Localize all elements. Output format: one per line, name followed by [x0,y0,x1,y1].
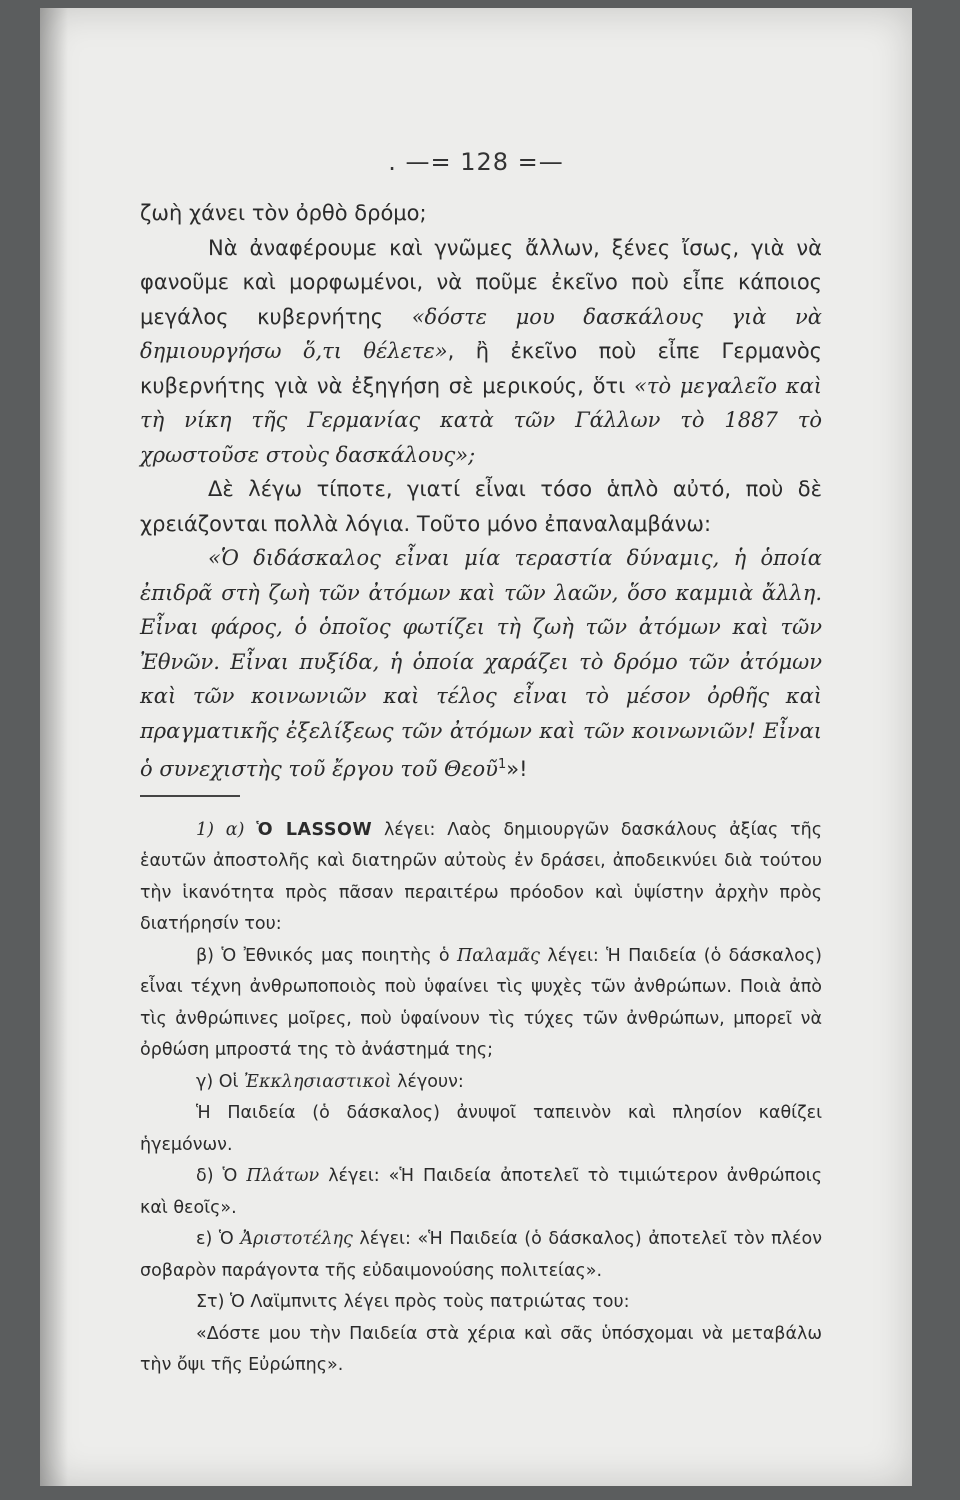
footnote-b-lead: β) Ὁ Ἐθνικός μας ποιητὴς ὁ [196,945,450,966]
footnote-a-text: λέγει: Λαὸς δημιουργῶν δασκάλους ἀξίας τῆς ἑαυτῶν ἀποστολῆς καὶ διατηρῶν αὐτοὺς ἐν δράσει, ἀποδεικνύει διὰ τούτου τὴν ἱκανότητα πρὸς πᾶσαν περαιτέρω πρόοδον καὶ ὑψίστην ἀρχὴν πρὸς διατήρησίν του: [140,819,822,934]
footnote-c [140,1067,822,1099]
footnote-e-text: λέγει: «Ἡ Παιδεία (ὁ δάσκαλος) ἀποτελεῖ τὸν πλέον σοβαρὸν παράγοντα τῆς εὐδαιμονούσης πολιτείας». [140,1229,822,1281]
footnote-b [140,941,822,1067]
footnote-d-text: λέγει: «Ἡ Παιδεία ἀποτελεῖ τὸ τιμιώτερον ἀνθρώποις καὶ θεοῖς». [140,1166,822,1218]
quote-teachers: «δόστε μου δασκάλους γιὰ νὰ δημιουργήσω ὅ,τι θέλετε» [140,304,822,363]
footnote-ref: 1 [497,757,507,772]
footnote-a-mark: 1) α) [196,819,245,840]
footnote-a [140,815,822,941]
scanned-page [40,8,912,1486]
quote-close: »! [506,757,528,781]
paragraph-3: Δὲ λέγω τίποτε, γιατί εἶναι τόσο ἁπλὸ αὐτό, ποὺ δὲ χρειάζονται πολλὰ λόγια. Τοῦτο μόνο ἐπαναλαμβάνω: [140,477,822,536]
footnote-c-quote: Ἡ Παιδεία (ὁ δάσκαλος) ἀνυψοῖ ταπεινὸν καὶ πλησίον καθίζει ἡγεμόνων. [140,1103,822,1155]
footnote-d-lead: δ) Ὁ [196,1166,238,1186]
paragraph-4 [140,541,822,787]
footnote-f: Στ) Ὁ Λαϊμπνιτς λέγει πρὸς τοὺς πατριώτας του: [196,1292,630,1312]
footnote-d [140,1161,822,1224]
footnote-a-name: Ὁ LASSOW [256,819,373,840]
footnote-e-name: Ἀριστοτέλης [240,1229,353,1249]
footnote-c-name: Ἐκκλησιαστικοὶ [244,1071,392,1092]
footnote-f-quote: «Δόστε μου τὴν Παιδεία στὰ χέρια καὶ σᾶς ὑπόσχομαι νὰ μεταβάλω τὴν ὄψι τῆς Εὐρώπης». [140,1323,822,1375]
page-number: . —= 128 =— [388,148,564,176]
quote-germany: «τὸ μεγαλεῖο καὶ τὴ νίκη τῆς Γερμανίας κατὰ τῶν Γάλλων τὸ 1887 τὸ χρωστοῦσε στοὺς δασκάλους»; [140,373,822,467]
footnote-b-name: Παλαμᾶς [456,945,540,966]
paragraph-2-lead: Νὰ ἀναφέρουμε καὶ γνῶμες ἄλλων, ξένες ἴσως, γιὰ νὰ φανοῦμε καὶ μορφωμένοι, νὰ ποῦμε ἐκεῖνο ποὺ εἶπε κάποιος μεγάλος κυβερνήτης [140,235,822,329]
footnote-e-lead: ε) Ὁ [196,1229,234,1249]
footnote-d-name: Πλάτων [246,1166,320,1186]
footnote-e [140,1224,822,1287]
paragraph-2-mid: , ἢ ἐκεῖνο ποὺ εἶπε Γερμανὸς κυβερνήτης γιὰ νὰ ἐξηγήση σὲ μερικούς, ὅτι [140,339,822,398]
footnote-b-text: λέγει: Ἡ Παιδεία (ὁ δάσκαλος) εἶναι τέχνη ἀνθρωποποιὸς ποὺ ὑφαίνει τὶς ψυχὲς τῶν ἀνθρώπων. Ποιὰ ἀπὸ τὶς ἀνθρώπινες μοῖρες, ποὺ ὑφαίνουν τὶς τύχες τῶν ἀνθρώπων, μπορεῖ νὰ ὀρθώση μπροστά της τὸ ἀνάστημά της; [140,945,822,1060]
footnote-c-text: λέγουν: [397,1071,464,1092]
paragraph-2 [140,231,822,473]
footnote-rule [140,795,240,797]
scan-shadow [40,8,68,1486]
paragraph-1: ζωὴ χάνει τὸν ὀρθὸ δρόμο; [140,201,427,225]
main-text [140,196,822,1382]
footnote-c-lead: γ) Οἱ [196,1071,239,1092]
quote-teacher-power: «Ὁ διδάσκαλος εἶναι μία τεραστία δύναμις, ἡ ὁποία ἐπιδρᾶ στὴ ζωὴ τῶν ἀτόμων καὶ τῶν λαῶν, ὅσο καμμιὰ ἄλλη. Εἶναι φάρος, ὁ ὁποῖος φωτίζει τὴ ζωὴ τῶν ἀτόμων καὶ τῶν Ἐθνῶν. Εἶναι πυξίδα, ἡ ὁποία χαράζει τὸ δρόμο τῶν ἀτόμων καὶ τῶν κοινωνιῶν καὶ τέλος εἶναι τὸ μέσον ὀρθῆς καὶ πραγματικῆς ἐξελίξεως τῶν ἀτόμων καὶ τῶν κοινωνιῶν! Εἶναι ὁ συνεχιστὴς τοῦ ἔργου τοῦ Θεοῦ [140,546,822,781]
footnotes [140,815,822,1382]
